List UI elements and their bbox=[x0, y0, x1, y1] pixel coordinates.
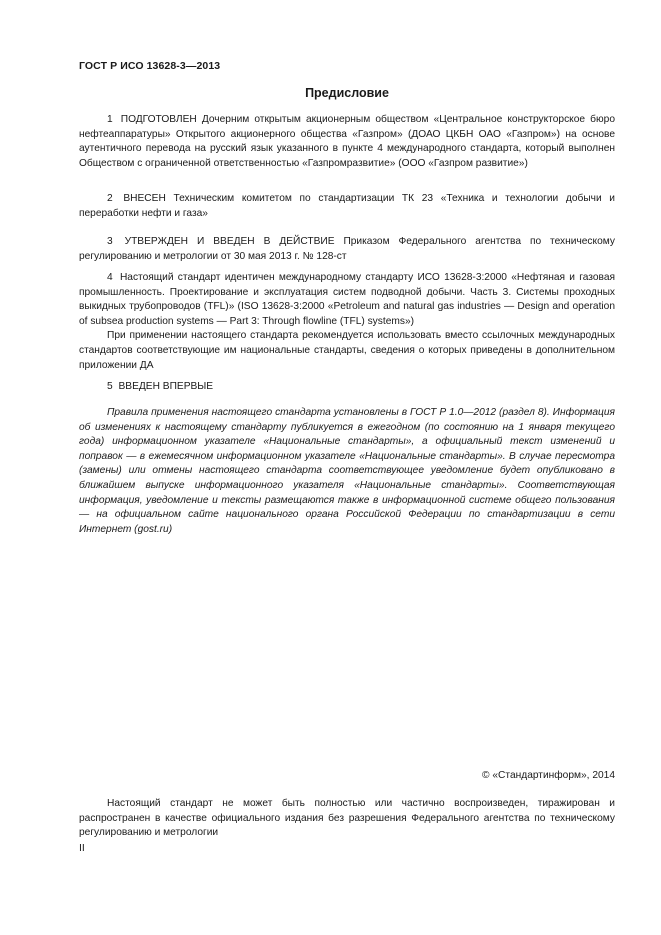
page-number: II bbox=[79, 842, 85, 854]
footer-text: Настоящий стандарт не может быть полностью или частично воспроизведен, тиражирован и распространен в качестве официального издания без разрешения Федерального агентства по техническому регулированию и метрологии bbox=[79, 798, 615, 839]
item-1 bbox=[79, 113, 615, 171]
item-text: ВНЕСЕН Техническим комитетом по стандартизации ТК 23 «Техника и технологии добычи и переработки нефти и газа» bbox=[79, 193, 615, 219]
document-header: ГОСТ Р ИСО 13628-3—2013 bbox=[79, 60, 221, 72]
item-note: При применении настоящего стандарта рекомендуется использовать вместо ссылочных международных стандартов соответствующие им национальные стандарты, сведения о которых приведены в дополнительном приложении ДА bbox=[79, 330, 615, 371]
item-number: 5 bbox=[107, 381, 113, 392]
item-text: Настоящий стандарт идентичен международному стандарту ИСО 13628-3:2000 «Нефтяная и газовая промышленность. Проектирование и эксплуатация систем подводной добычи. Часть 3. Системы проходных выкидных трубопроводов (TFL)» (ISO 13628-3:2000 «Petroleum and natural gas industries — Design and operation of subsea production systems — Part 3: Through flowline (TFL) systems») bbox=[79, 272, 615, 327]
item-number: 1 bbox=[107, 114, 113, 125]
item-number: 2 bbox=[107, 193, 113, 204]
item-number: 4 bbox=[107, 272, 113, 283]
page-title: Предисловие bbox=[305, 86, 389, 100]
item-2 bbox=[79, 192, 615, 221]
item-4 bbox=[79, 271, 615, 373]
footer bbox=[79, 797, 615, 841]
copyright: © «Стандартинформ», 2014 bbox=[482, 770, 615, 781]
item-number: 3 bbox=[107, 236, 113, 247]
item-text: ВВЕДЕН ВПЕРВЫЕ bbox=[118, 381, 214, 392]
item-5 bbox=[79, 380, 615, 395]
item-text: УТВЕРЖДЕН И ВВЕДЕН В ДЕЙСТВИЕ Приказом Федерального агентства по техническому регулированию и метрологии от 30 мая 2013 г. № 128-ст bbox=[79, 236, 615, 262]
rules-text: Правила применения настоящего стандарта установлены в ГОСТ Р 1.0—2012 (раздел 8). Информация об изменениях к настоящему стандарту публикуется в ежегодном (по состоянию на 1 января текущего года) информационном указателе «Национальные стандарты», а официальный текст изменений и поправок — в ежемесячном информационном указателе «Национальные стандарты». В случае пересмотра (замены) или отмены настоящего стандарта соответствующее уведомление будет опубликовано в ближайшем выпуске информационного указателя «Национальные стандарты». Соответствующая информация, уведомление и тексты размещаются также в информационной системе общего пользования — на официальном сайте национального органа Российской Федерации по стандартизации в сети Интернет (gost.ru) bbox=[79, 407, 615, 535]
item-text: ПОДГОТОВЛЕН Дочерним открытым акционерным обществом «Центральное конструкторское бюро нефтеаппаратуры» Открытого акционерного общества «Газпром» (ДОАО ЦКБН ОАО «Газпром») на основе аутентичного перевода на русский язык указанного в пункте 4 международного стандарта, который выполнен Обществом с ограниченной ответственностью «Газпромразвитие» (ООО «Газпром развитие») bbox=[79, 114, 615, 169]
item-3 bbox=[79, 235, 615, 264]
rules-block bbox=[79, 406, 615, 537]
